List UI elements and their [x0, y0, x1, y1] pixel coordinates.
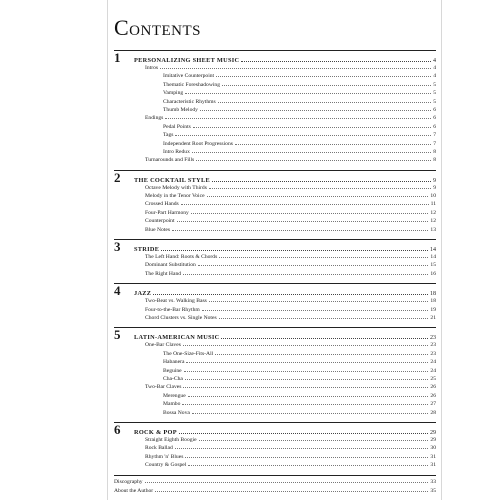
toc-entry[interactable] — [114, 192, 436, 200]
toc-entry-label: Endings — [145, 115, 164, 122]
table-of-contents — [114, 50, 436, 495]
dot-leader — [186, 362, 428, 363]
dot-leader — [241, 61, 431, 62]
toc-entry-label: Melody in the Tenor Voice — [145, 193, 205, 200]
dot-leader — [145, 482, 429, 483]
toc-entry[interactable] — [114, 400, 436, 408]
chapter-page: 9 — [433, 177, 436, 184]
dot-leader — [196, 160, 431, 161]
dot-leader — [207, 196, 429, 197]
toc-entry[interactable] — [114, 375, 436, 383]
toc-entry-page: 8 — [433, 148, 436, 155]
toc-entry[interactable] — [114, 453, 436, 461]
toc-entry-label: Four-to-the-Bar Rhythm — [145, 306, 200, 313]
toc-entry-label: Straight Eighth Boogie — [145, 436, 197, 443]
toc-entry-label: Discography — [114, 479, 143, 486]
toc-entry[interactable] — [114, 409, 436, 417]
toc-entry-page: 25 — [430, 375, 436, 382]
toc-entry-page: 6 — [433, 115, 436, 122]
dot-leader — [192, 152, 431, 153]
chapter-page: 4 — [433, 58, 436, 64]
back-matter-rule — [114, 475, 436, 476]
toc-entry-page: 18 — [430, 298, 436, 305]
chapter-heading[interactable] — [114, 328, 436, 341]
dot-leader — [218, 102, 432, 103]
chapter-number: 3 — [114, 239, 121, 255]
toc-entry[interactable] — [114, 341, 436, 349]
dot-leader — [181, 204, 429, 205]
toc-entry-label: Four-Part Harmony — [145, 209, 189, 216]
chapter-title: JAZZ — [134, 290, 152, 298]
chapter-title: LATIN-AMERICAN MUSIC — [134, 334, 220, 342]
chapter-1 — [114, 50, 436, 165]
dot-leader — [198, 265, 429, 266]
chapter-6 — [114, 422, 436, 470]
toc-entry[interactable] — [114, 461, 436, 469]
toc-entry-page: 12 — [430, 218, 436, 225]
toc-entry-label: Rhythm 'n' Blues — [145, 453, 184, 460]
toc-entry[interactable] — [114, 436, 436, 444]
chapter-number: 2 — [114, 169, 121, 185]
toc-entry-page: 21 — [430, 314, 436, 321]
chapter-number: 1 — [114, 50, 121, 65]
toc-entry[interactable] — [114, 226, 436, 234]
toc-entry-page: 12 — [430, 209, 436, 216]
toc-entry-page: 14 — [430, 254, 436, 261]
toc-entry-label: Habanera — [163, 359, 185, 366]
chapter-page: 23 — [430, 335, 436, 342]
toc-entry-label: Dominant Substitution — [145, 262, 196, 269]
toc-entry-page: 6 — [433, 123, 436, 130]
dot-leader — [202, 310, 429, 311]
dot-leader — [212, 181, 431, 182]
dot-leader — [160, 68, 431, 69]
dot-leader — [182, 404, 428, 405]
dot-leader — [188, 465, 428, 466]
dot-leader — [153, 294, 428, 295]
dot-leader — [183, 345, 429, 346]
toc-entry-page: 10 — [430, 193, 436, 200]
dot-leader — [179, 433, 428, 434]
toc-entry-page: 7 — [433, 132, 436, 139]
dot-leader — [192, 413, 429, 414]
toc-entry-label: Counterpoint — [145, 218, 175, 225]
toc-entry-label: Turnarounds and Fills — [145, 157, 195, 164]
dot-leader — [184, 371, 429, 372]
toc-entry-page: 27 — [430, 401, 436, 408]
dot-leader — [219, 318, 429, 319]
chapter-heading[interactable] — [114, 51, 436, 64]
toc-entry-page: 26 — [430, 392, 436, 399]
toc-entry-label: The One-Size-Fits-All — [163, 350, 214, 357]
toc-entry-label: Cha-Cha — [163, 375, 183, 382]
dot-leader — [209, 301, 429, 302]
dot-leader — [216, 76, 431, 77]
toc-entry[interactable] — [114, 81, 436, 89]
toc-entry-label: Crossed Hands — [145, 201, 179, 208]
chapter-page: 14 — [430, 247, 436, 254]
toc-entry-page: 13 — [430, 226, 436, 233]
toc-entry-label: The Right Hand — [145, 270, 182, 277]
toc-entry-page: 24 — [430, 359, 436, 366]
toc-entry[interactable] — [114, 487, 436, 495]
toc-entry-page: 4 — [433, 65, 436, 71]
toc-entry[interactable] — [114, 297, 436, 305]
toc-entry-label: Characteristic Rhythms — [163, 98, 216, 105]
dot-leader — [193, 127, 431, 128]
chapter-title: PERSONALIZING SHEET MUSIC — [134, 57, 240, 64]
chapter-number: 4 — [114, 283, 121, 299]
chapter-title: ROCK & POP — [134, 428, 177, 436]
toc-entry-label: Rock Ballad — [145, 445, 173, 452]
dot-leader — [172, 230, 428, 231]
toc-entry[interactable] — [114, 358, 436, 366]
toc-entry-label: Pedal Points — [163, 123, 191, 130]
toc-entry[interactable] — [114, 98, 436, 106]
toc-entry[interactable] — [114, 367, 436, 375]
toc-entry-label: Imitative Counterpoint — [163, 73, 215, 80]
toc-entry-label: Two-Beat vs. Walking Bass — [145, 298, 207, 305]
back-matter — [114, 475, 436, 495]
dot-leader — [221, 338, 428, 339]
dot-leader — [185, 457, 428, 458]
toc-entry[interactable] — [114, 478, 436, 486]
toc-entry-page: 30 — [430, 445, 436, 452]
dot-leader — [191, 213, 429, 214]
dot-leader — [175, 448, 429, 449]
toc-entry-label: Bossa Nova — [163, 409, 190, 416]
toc-entry-page: 23 — [430, 342, 436, 349]
dot-leader — [161, 250, 428, 251]
dot-leader — [183, 274, 428, 275]
toc-entry-label: Intros — [145, 65, 159, 71]
toc-entry-label: One-Bar Claves — [145, 342, 181, 349]
chapter-heading[interactable] — [114, 240, 436, 253]
dot-leader — [177, 221, 429, 222]
chapter-2 — [114, 170, 436, 234]
toc-entry[interactable] — [114, 72, 436, 80]
toc-entry-page: 5 — [433, 98, 436, 105]
toc-entry-page: 35 — [430, 487, 436, 494]
toc-entry-label: Mambo — [163, 401, 181, 408]
toc-entry-page: 19 — [430, 306, 436, 313]
chapter-heading[interactable] — [114, 171, 436, 184]
dot-leader — [200, 110, 431, 111]
toc-entry[interactable] — [114, 140, 436, 148]
dot-leader — [175, 135, 431, 136]
page-edge-right — [441, 0, 442, 500]
toc-entry-page: 33 — [430, 479, 436, 486]
chapter-title: THE COCKTAIL STYLE — [134, 176, 210, 184]
toc-entry-label: Two-Bar Claves — [145, 384, 182, 391]
toc-entry-label: About the Author — [114, 487, 154, 494]
toc-entry-label: Chord Clusters vs. Single Notes — [145, 314, 217, 321]
toc-entry-page: 26 — [430, 384, 436, 391]
toc-entry-page: 5 — [433, 90, 436, 97]
toc-entry-page: 31 — [430, 462, 436, 469]
toc-entry-label: Merengue — [163, 392, 186, 399]
toc-entry-label: The Left Hand: Roots & Chords — [145, 254, 218, 261]
toc-entry[interactable] — [114, 392, 436, 400]
toc-entry[interactable] — [114, 131, 436, 139]
chapter-title: STRIDE — [134, 246, 160, 254]
chapter-3 — [114, 239, 436, 278]
toc-entry[interactable] — [114, 114, 436, 122]
toc-entry[interactable] — [114, 383, 436, 391]
chapter-page: 29 — [430, 429, 436, 436]
toc-entry-label: Thematic Foreshadowing — [163, 81, 221, 88]
dot-leader — [165, 118, 431, 119]
chapter-5 — [114, 327, 436, 417]
toc-entry[interactable] — [114, 350, 436, 358]
toc-entry[interactable] — [114, 184, 436, 192]
toc-entry[interactable] — [114, 200, 436, 208]
chapter-page: 18 — [430, 291, 436, 298]
dot-leader — [183, 387, 428, 388]
dot-leader — [222, 85, 431, 86]
toc-entry-page: 7 — [433, 140, 436, 147]
toc-entry-page: 29 — [430, 436, 436, 443]
toc-entry[interactable] — [114, 123, 436, 131]
dot-leader — [185, 93, 431, 94]
toc-entry-page: 23 — [430, 350, 436, 357]
toc-entry-page: 4 — [433, 73, 436, 80]
toc-entry-page: 16 — [430, 270, 436, 277]
toc-entry-label: Country & Gospel — [145, 462, 187, 469]
toc-entry-page: 8 — [433, 157, 436, 164]
toc-entry-label: Vamping — [163, 90, 184, 97]
toc-entry-label: Blue Notes — [145, 226, 171, 233]
toc-entry[interactable] — [114, 253, 436, 261]
dot-leader — [209, 188, 431, 189]
toc-entry-page: 9 — [433, 184, 436, 191]
toc-entry[interactable] — [114, 270, 436, 278]
toc-entry-label: Thumb Melody — [163, 106, 198, 113]
toc-entry-page: 6 — [433, 106, 436, 113]
toc-entry[interactable] — [114, 89, 436, 97]
toc-entry-label: Beguine — [163, 367, 182, 374]
toc-entry[interactable] — [114, 106, 436, 114]
dot-leader — [199, 440, 429, 441]
toc-entry[interactable] — [114, 444, 436, 452]
toc-entry-label: Octave Melody with Thirds — [145, 184, 207, 191]
dot-leader — [219, 257, 428, 258]
toc-entry[interactable] — [114, 148, 436, 156]
chapter-number: 5 — [114, 327, 121, 343]
dot-leader — [188, 396, 429, 397]
toc-entry[interactable] — [114, 209, 436, 217]
toc-entry-page: 28 — [430, 409, 436, 416]
toc-entry[interactable] — [114, 306, 436, 314]
chapter-heading[interactable] — [114, 423, 436, 436]
page-edge-left — [107, 0, 108, 500]
toc-entry[interactable] — [114, 261, 436, 269]
toc-entry-page: 24 — [430, 367, 436, 374]
toc-entry[interactable] — [114, 217, 436, 225]
toc-entry[interactable] — [114, 156, 436, 164]
toc-entry-label: Intro Redux — [163, 148, 190, 155]
toc-entry[interactable] — [114, 314, 436, 322]
chapter-number: 6 — [114, 421, 121, 437]
toc-entry-page: 5 — [433, 81, 436, 88]
chapter-4 — [114, 283, 436, 322]
dot-leader — [235, 144, 431, 145]
toc-entry-label: Independent Root Progressions — [163, 140, 233, 147]
chapter-heading[interactable] — [114, 284, 436, 297]
toc-entry-label: Tags — [163, 132, 174, 139]
dot-leader — [155, 491, 428, 492]
dot-leader — [215, 354, 428, 355]
toc-entry-page: 31 — [430, 453, 436, 460]
dot-leader — [185, 379, 429, 380]
page-title: Contents — [114, 15, 202, 40]
toc-entry-page: 15 — [430, 262, 436, 269]
toc-entry-page: 11 — [430, 201, 436, 208]
